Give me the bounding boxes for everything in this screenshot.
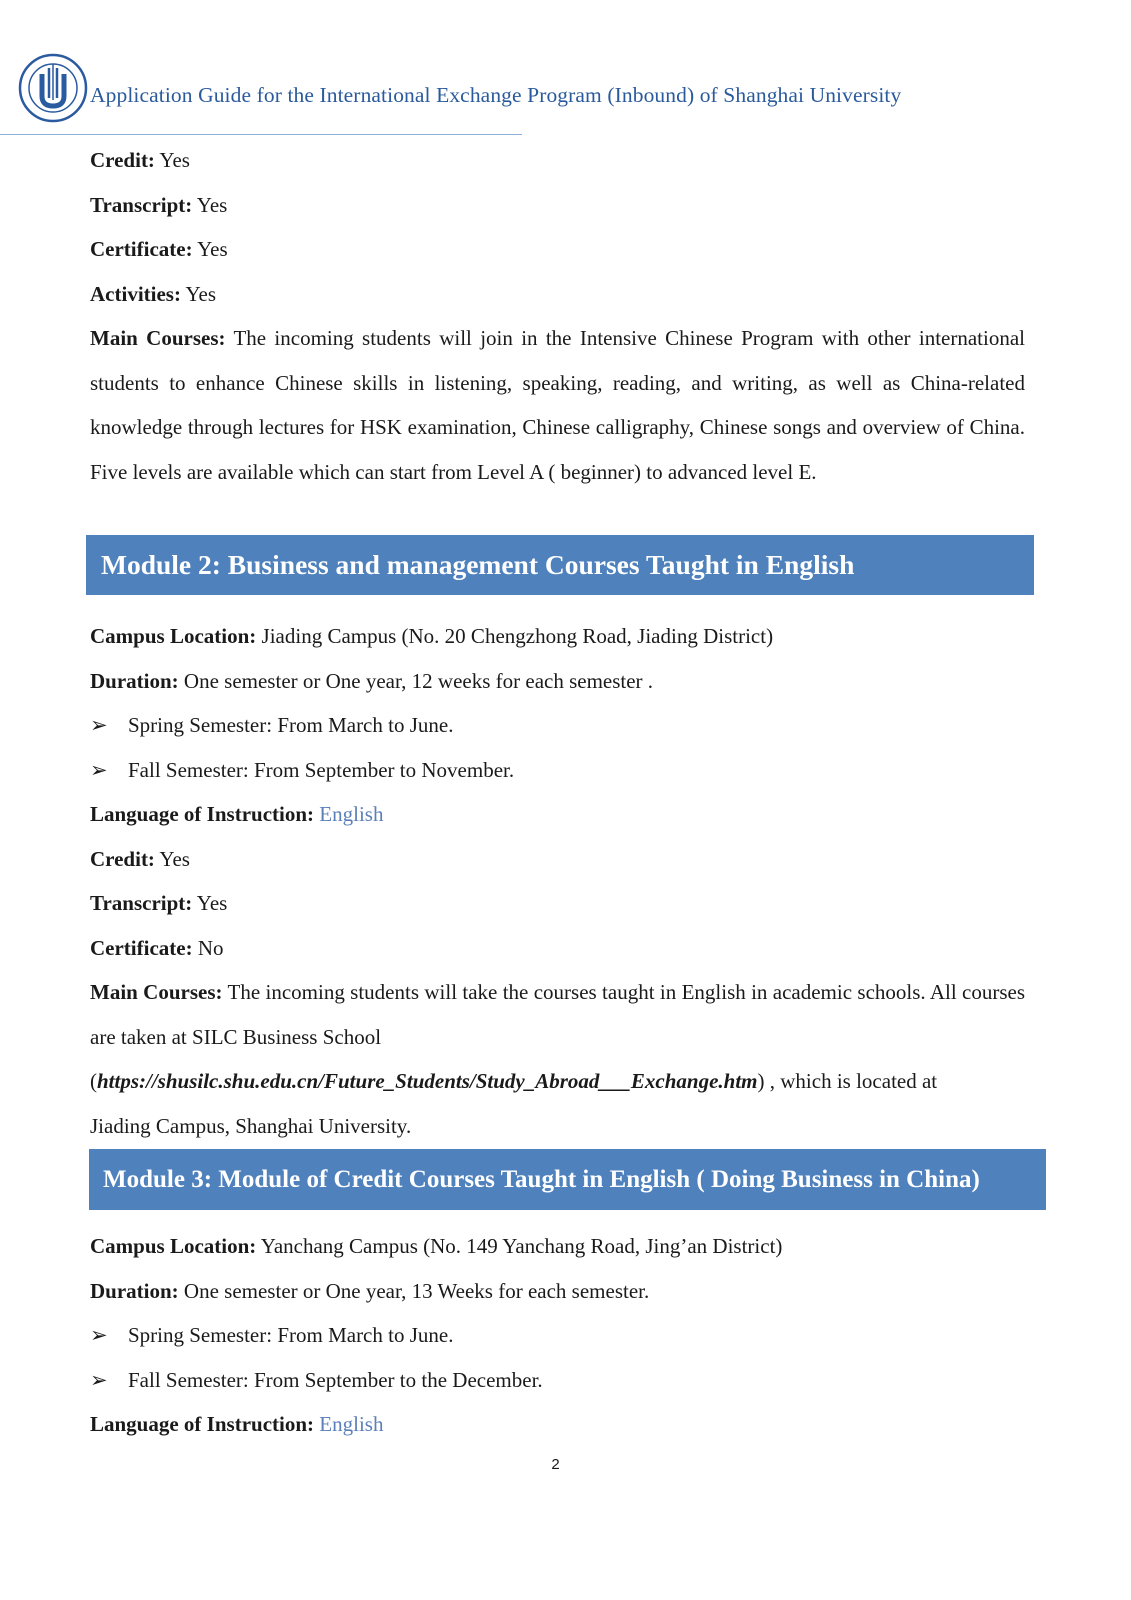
- campus-value: Jiading Campus (No. 20 Chengzhong Road, Jiading District): [261, 624, 774, 648]
- main-courses-label: Main Courses:: [90, 326, 226, 350]
- duration-label: Duration:: [90, 1278, 179, 1303]
- silc-exchange-link[interactable]: https://shusilc.shu.edu.cn/Future_Students/Study_Abroad___Exchange.htm: [97, 1069, 758, 1093]
- credit-label: Credit:: [90, 846, 155, 871]
- certificate-label: Certificate:: [90, 237, 193, 261]
- activities-value: Yes: [185, 281, 217, 306]
- main-courses-label: Main Courses:: [90, 980, 223, 1004]
- list-item: [90, 1358, 1025, 1403]
- certificate-label: Certificate:: [90, 935, 193, 960]
- duration-value: One semester or One year, 12 weeks for each semester .: [183, 668, 654, 693]
- arrow-bullet-icon: ➢: [90, 1367, 108, 1392]
- transcript-label: Transcript:: [90, 192, 193, 217]
- certificate-row: [90, 926, 1025, 971]
- language-row: [90, 1402, 1025, 1447]
- url-row: (https://shusilc.shu.edu.cn/Future_Students/Study_Abroad___Exchange.htm) , which is located at: [90, 1069, 938, 1093]
- header-divider: [0, 134, 522, 135]
- campus-label: Campus Location:: [90, 624, 257, 648]
- main-courses-paragraph: [90, 970, 1025, 1059]
- transcript-row: [90, 183, 1025, 228]
- language-row: [90, 792, 1025, 837]
- transcript-value: Yes: [196, 891, 228, 915]
- credit-row: [90, 837, 1025, 882]
- page-number: 2: [551, 1456, 560, 1473]
- campus-row: [90, 614, 1025, 659]
- credit-row: [90, 138, 1025, 183]
- arrow-bullet-icon: ➢: [90, 1323, 108, 1347]
- after-url-text: , which is located at: [769, 1069, 938, 1093]
- credit-value: Yes: [159, 148, 190, 172]
- university-logo-icon: [18, 44, 88, 132]
- fall-semester-text: Fall Semester: From September to November.: [128, 757, 515, 782]
- spring-semester-text: Spring Semester: From March to June.: [128, 1323, 454, 1347]
- module2-heading: Module 2: Business and management Courses Taught in English: [86, 535, 1034, 595]
- campus-row: [90, 1224, 1025, 1269]
- campus-label: Campus Location:: [90, 1234, 257, 1258]
- certificate-value: No: [197, 935, 224, 960]
- language-label: Language of Instruction:: [90, 802, 315, 826]
- module3-heading: Module 3: Module of Credit Courses Taught in English ( Doing Business in China): [89, 1149, 1046, 1210]
- module2-details: [90, 614, 1025, 1148]
- certificate-row: [90, 227, 1025, 272]
- certificate-value: Yes: [197, 237, 228, 261]
- transcript-row: [90, 881, 1025, 926]
- transcript-value: Yes: [196, 192, 228, 217]
- list-item: [90, 703, 1025, 748]
- transcript-label: Transcript:: [90, 891, 193, 915]
- module1-details: [90, 138, 1025, 494]
- activities-row: [90, 272, 1025, 317]
- main-courses-paragraph: [90, 316, 1025, 494]
- credit-value: Yes: [159, 846, 190, 871]
- duration-row: [90, 1269, 1025, 1314]
- page-header: [0, 0, 1131, 140]
- main-courses-text: The incoming students will join in the Intensive Chinese Program with other international students to enhance Chinese skills in listening, speaking, reading, and writing, as well as China-related knowledge through lectures for HSK examination, Chinese calligraphy, Chinese songs and overview of China. Five levels are available which can start from Level A ( beginner) to advanced level E.: [90, 326, 1025, 484]
- arrow-bullet-icon: ➢: [90, 713, 108, 737]
- language-label: Language of Instruction:: [90, 1412, 315, 1436]
- module3-details: [90, 1224, 1025, 1447]
- spring-semester-text: Spring Semester: From March to June.: [128, 713, 454, 737]
- activities-label: Activities:: [90, 281, 181, 306]
- language-value: English: [319, 1412, 384, 1436]
- duration-value: One semester or One year, 13 Weeks for each semester.: [183, 1278, 650, 1303]
- main-courses-text: The incoming students will take the courses taught in English in academic schools. All courses are taken at SILC Business School: [90, 980, 1026, 1049]
- credit-label: Credit:: [90, 148, 155, 172]
- duration-label: Duration:: [90, 668, 179, 693]
- location-line: Jiading Campus, Shanghai University.: [90, 1113, 412, 1138]
- fall-semester-text: Fall Semester: From September to the December.: [128, 1367, 543, 1392]
- arrow-bullet-icon: ➢: [90, 757, 108, 782]
- document-header-title: Application Guide for the International Exchange Program (Inbound) of Shanghai University: [90, 83, 902, 107]
- list-item: [90, 748, 1025, 793]
- duration-row: [90, 659, 1025, 704]
- language-value: English: [319, 802, 384, 826]
- campus-value: Yanchang Campus (No. 149 Yanchang Road, Jing’an District): [260, 1234, 783, 1258]
- list-item: [90, 1313, 1025, 1358]
